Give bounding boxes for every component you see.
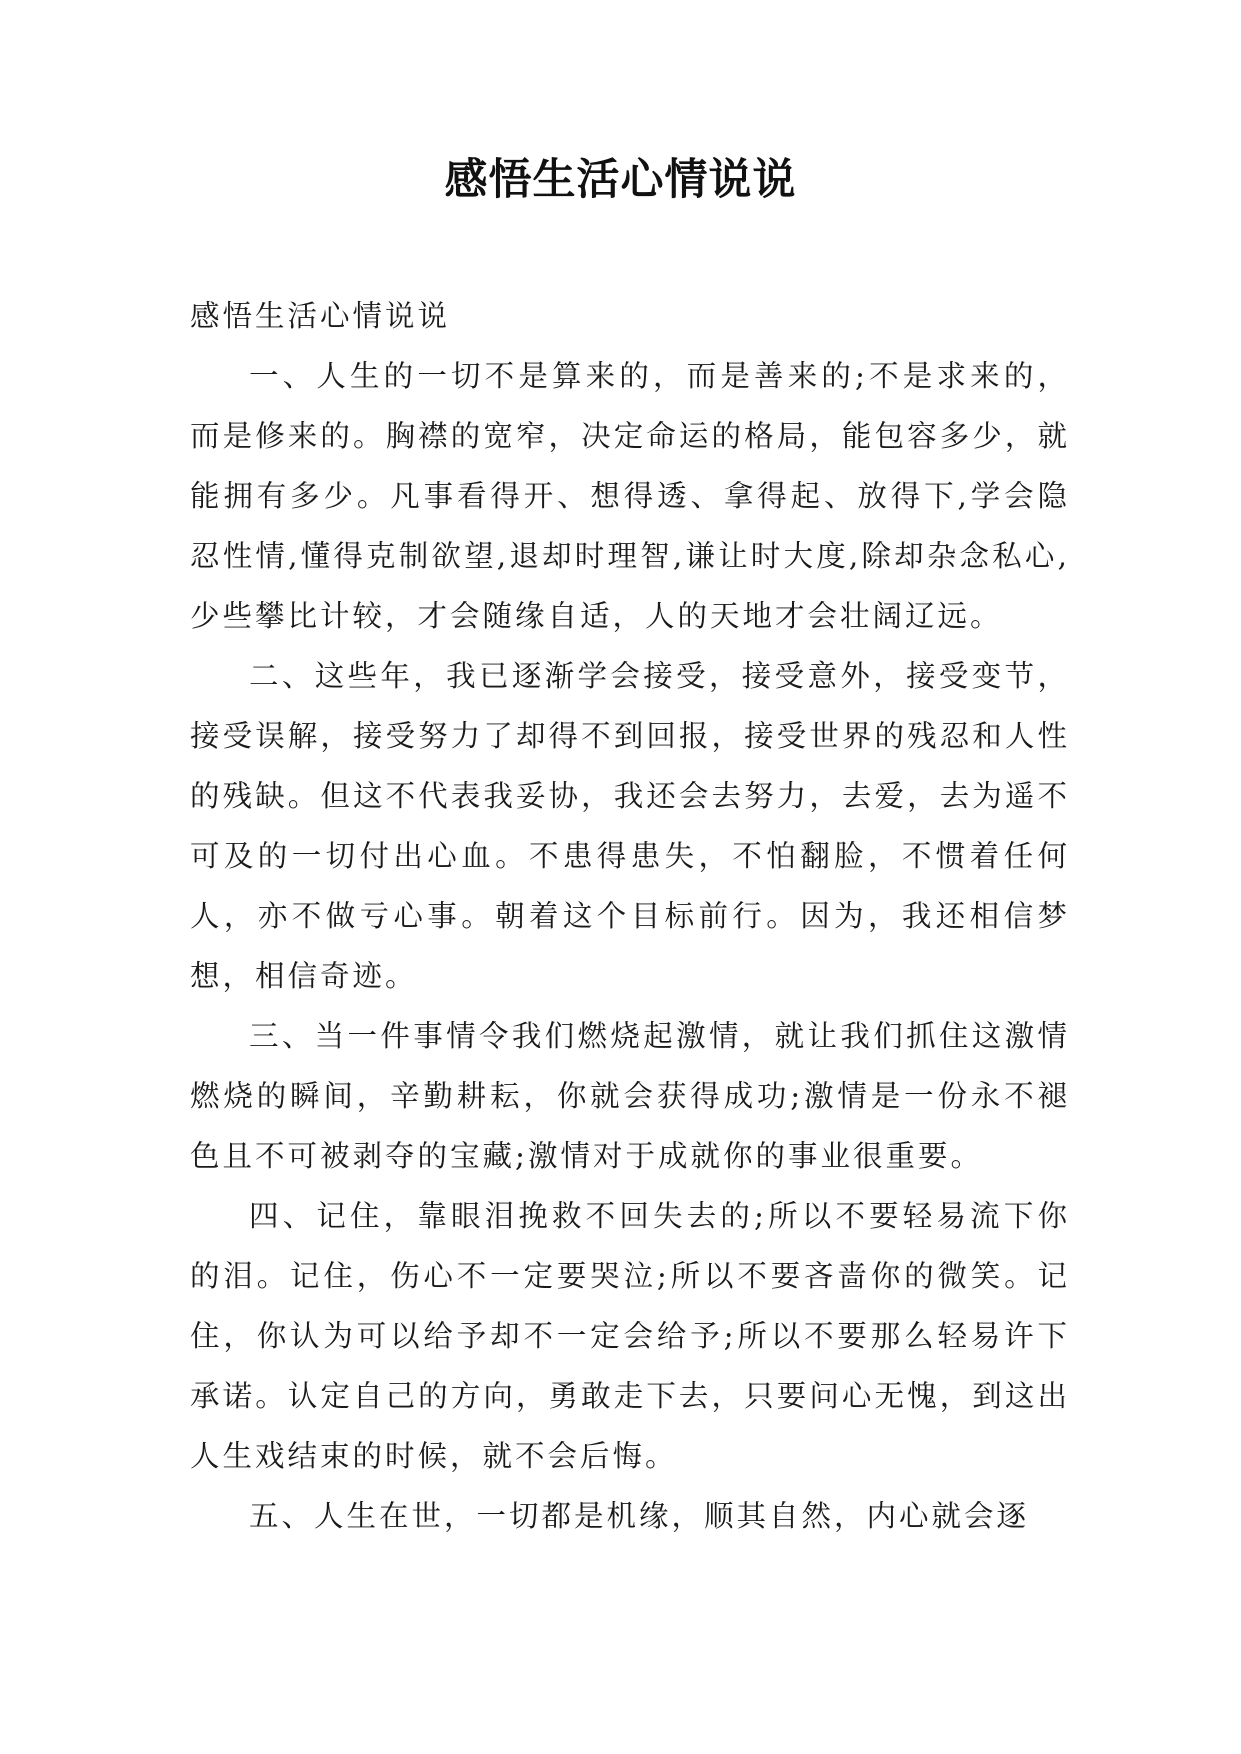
document-title: 感悟生活心情说说 bbox=[444, 155, 797, 205]
paragraph-1: 一、人生的一切不是算来的，而是善来的;不是求来的，而是修来的。胸襟的宽窄，决定命运的格局，能包容多少，就能拥有多少。凡事看得开、想得透、拿得起、放得下,学会隐忍性情,懂得克制欲望,退却时理智,谦让时大度,除却杂念私心,少些攀比计较，才会随缘自适，人的天地才会壮阔辽远。 bbox=[190, 359, 1070, 633]
paragraph-2: 二、这些年，我已逐渐学会接受，接受意外，接受变节，接受误解，接受努力了却得不到回报，接受世界的残忍和人性的残缺。但这不代表我妥协，我还会去努力，去爱，去为遥不可及的一切付出心血。不患得患失，不怕翻脸，不惯着任何人，亦不做亏心事。朝着这个目标前行。因为，我还相信梦想，相信奇迹。 bbox=[190, 659, 1070, 993]
document-body bbox=[190, 286, 1070, 1546]
paragraph-5: 五、人生在世，一切都是机缘，顺其自然，内心就会逐 bbox=[249, 1499, 1030, 1533]
paragraph-4: 四、记住，靠眼泪挽救不回失去的;所以不要轻易流下你的泪。记住，伤心不一定要哭泣;所以不要吝啬你的微笑。记住，你认为可以给予却不一定会给予;所以不要那么轻易许下承诺。认定自己的方向，勇敢走下去，只要问心无愧，到这出人生戏结束的时候，就不会后悔。 bbox=[190, 1199, 1070, 1473]
document-subtitle: 感悟生活心情说说 bbox=[190, 299, 451, 333]
paragraph-3: 三、当一件事情令我们燃烧起激情，就让我们抓住这激情燃烧的瞬间，辛勤耕耘，你就会获得成功;激情是一份永不褪色且不可被剥夺的宝藏;激情对于成就你的事业很重要。 bbox=[190, 1019, 1070, 1173]
